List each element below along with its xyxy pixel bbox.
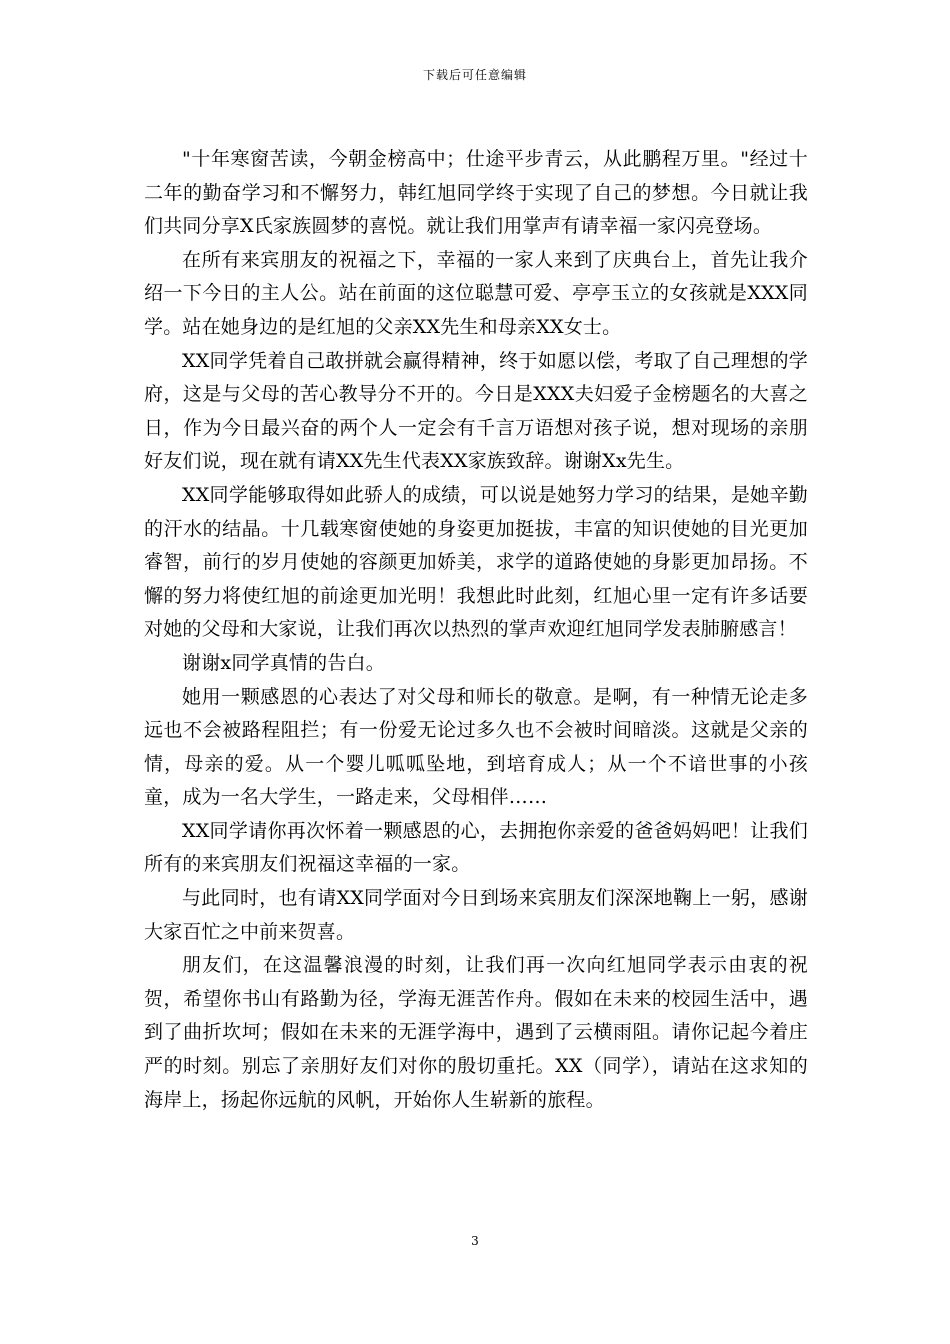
paragraph-1: "十年寒窗苦读，今朝金榜高中；仕途平步青云，从此鹏程万里。"经过十二年的勤奋学习和不懈努力，韩红旭同学终于实现了自己的梦想。今日就让我们共同分享X氏家族圆梦的喜悦。就让我们用掌声有请幸福一家闪亮登场。 bbox=[144, 148, 808, 238]
paragraph-3: XX同学凭着自己敢拼就会赢得精神，终于如愿以偿，考取了自己理想的学府，这是与父母的苦心教导分不开的。今日是XXX夫妇爱子金榜题名的大喜之日，作为今日最兴奋的两个人一定会有千言万语想对孩子说，想对现场的亲朋好友们说，现在就有请XX先生代表XX家族致辞。谢谢Xx先生。 bbox=[144, 349, 808, 473]
document-body bbox=[144, 143, 808, 1117]
paragraph-8: 与此同时，也有请XX同学面对今日到场来宾朋友们深深地鞠上一躬，感谢大家百忙之中前来贺喜。 bbox=[144, 887, 808, 943]
paragraph-5: 谢谢x同学真情的告白。 bbox=[182, 651, 385, 674]
paragraph-9: 朋友们，在这温馨浪漫的时刻，让我们再一次向红旭同学表示由衷的祝贺，希望你书山有路勤为径，学海无涯苦作舟。假如在未来的校园生活中，遇到了曲折坎坷；假如在未来的无涯学海中，遇到了云横雨阻。请你记起今着庄严的时刻。别忘了亲朋好友们对你的殷切重托。XX（同学），请站在这求知的海岸上，扬起你远航的风帆，开始你人生崭新的旅程。 bbox=[144, 954, 808, 1111]
page-number: 3 bbox=[471, 1234, 479, 1248]
paragraph-2: 在所有来宾朋友的祝福之下，幸福的一家人来到了庆典台上，首先让我介绍一下今日的主人公。站在前面的这位聪慧可爱、亭亭玉立的女孩就是XXX同学。站在她身边的是红旭的父亲XX先生和母亲XX女士。 bbox=[144, 248, 808, 338]
paragraph-7: XX同学请你再次怀着一颗感恩的心，去拥抱你亲爱的爸爸妈妈吧！让我们所有的来宾朋友们祝福这幸福的一家。 bbox=[144, 819, 808, 876]
page-header: 下载后可任意编辑 bbox=[422, 68, 527, 82]
paragraph-6: 她用一颗感恩的心表达了对父母和师长的敬意。是啊，有一种情无论走多远也不会被路程阻拦；有一份爱无论过多久也不会被时间暗淡。这就是父亲的情，母亲的爱。从一个婴儿呱呱坠地，到培育成人；从一个不谙世事的小孩童，成为一名大学生，一路走来，父母相伴…… bbox=[144, 685, 808, 809]
paragraph-4: XX同学能够取得如此骄人的成绩，可以说是她努力学习的结果，是她辛勤的汗水的结晶。十几载寒窗使她的身姿更加挺拔，丰富的知识使她的目光更加睿智，前行的岁月使她的容颜更加娇美，求学的道路使她的身影更加昂扬。不懈的努力将使红旭的前途更加光明！我想此时此刻，红旭心里一定有许多话要对她的父母和大家说，让我们再次以热烈的掌声欢迎红旭同学发表肺腑感言！ bbox=[144, 483, 808, 641]
